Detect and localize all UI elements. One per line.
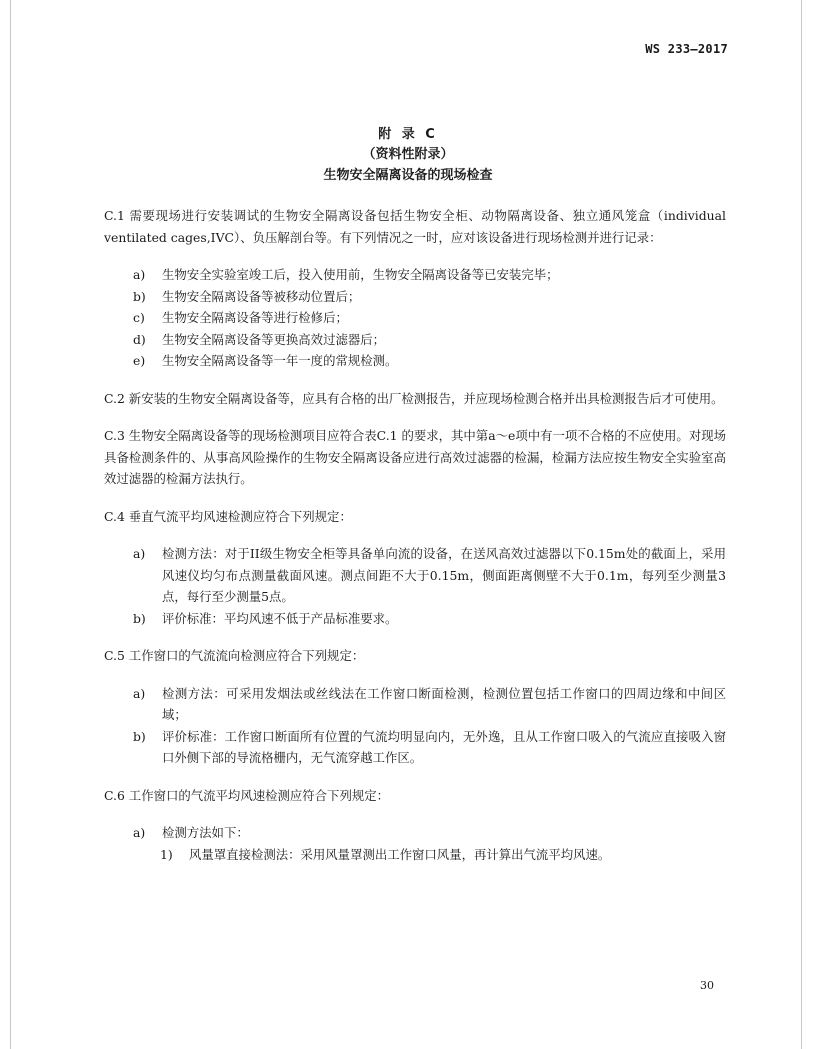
list-item-text: 评价标准：平均风速不低于产品标准要求。 [162, 610, 398, 626]
list-item [104, 683, 726, 726]
list-marker: d) [133, 331, 146, 347]
clause-c6: C.6 工作窗口的气流平均风速检测应符合下列规定： [104, 787, 390, 803]
c6-list [104, 822, 726, 865]
list-item [104, 822, 726, 844]
appendix-label: 附 录 C [378, 127, 438, 142]
list-item-text: 检测方法：可采用发烟法或丝线法在工作窗口断面检测，检测位置包括工作窗口的四周边缘和中间区域； [162, 685, 726, 722]
clause-c4: C.4 垂直气流平均风速检测应符合下列规定： [104, 508, 352, 524]
list-item-text: 评价标准：工作窗口断面所有位置的气流均明显向内，无外逸，且从工作窗口吸入的气流应直接吸入窗口外侧下部的导流格栅内，无气流穿越工作区。 [162, 728, 726, 765]
list-marker: b) [133, 610, 146, 626]
list-item [104, 329, 726, 351]
sub-list-item-text: 风量罩直接检测法：采用风量罩测出工作窗口风量，再计算出气流平均风速。 [189, 846, 611, 862]
list-item-text: 生物安全隔离设备等更换高效过滤器后； [162, 331, 386, 347]
c5-list [104, 683, 726, 769]
list-item [104, 726, 726, 769]
list-item-text: 生物安全隔离设备等被移动位置后； [162, 288, 361, 304]
list-marker: a) [133, 267, 146, 282]
body-content [104, 205, 726, 865]
standard-code: WS 233—2017 [645, 42, 728, 56]
list-marker: b) [133, 288, 146, 304]
list-marker: c) [133, 310, 145, 325]
list-item-text: 生物安全实验室竣工后，投入使用前，生物安全隔离设备等已安装完毕； [162, 267, 559, 282]
list-item-text: 检测方法如下： [162, 825, 249, 840]
list-item [104, 350, 726, 372]
list-item [104, 543, 726, 608]
list-marker: a) [133, 685, 146, 701]
list-item [104, 264, 726, 286]
list-marker: a) [133, 546, 146, 561]
list-item [104, 608, 726, 630]
list-item-text: 生物安全隔离设备等一年一度的常规检测。 [162, 353, 398, 368]
list-item [104, 307, 726, 329]
sub-list-marker: 1) [160, 846, 173, 862]
appendix-type: （资料性附录） [362, 147, 454, 162]
list-item [104, 286, 726, 308]
page-number: 30 [700, 979, 714, 992]
clause-c3: C.3 生物安全隔离设备等的现场检测项目应符合表C.1 的要求，其中第a～e项中有一项不合格的不应使用。对现场具备检测条件的、从事高风险操作的生物安全隔离设备应进行高效过滤器的检漏，检漏方法应按生物安全实验室高效过滤器的检漏方法执行。 [104, 428, 726, 486]
clause-c5: C.5 工作窗口的气流流向检测应符合下列规定： [104, 648, 365, 663]
list-marker: a) [133, 825, 146, 840]
list-marker: e) [133, 353, 146, 368]
clause-c2: C.2 新安装的生物安全隔离设备等，应具有合格的出厂检测报告，并应现场检测合格并出具检测报告后才可使用。 [104, 390, 724, 406]
c1-list [104, 264, 726, 372]
list-marker: b) [133, 728, 146, 744]
list-item-text: 检测方法：对于II级生物安全柜等具备单向流的设备，在送风高效过滤器以下0.15m处的截面上，采用风速仪均匀布点测量截面风速。测点间距不大于0.15m，侧面距离侧壁不大于0.1m，每列至少测量3点，每行至少测量5点。 [162, 546, 726, 604]
sub-list-item [104, 844, 726, 866]
list-item-text: 生物安全隔离设备等进行检修后； [162, 310, 348, 325]
appendix-title: 生物安全隔离设备的现场检查 [323, 168, 493, 183]
clause-c1: C.1 需要现场进行安装调试的生物安全隔离设备包括生物安全柜、动物隔离设备、独立通风笼盒（individual ventilated cages,IVC）、负压解剖台等。有下列情况之一时，应对该设备进行现场检测并进行记录： [104, 208, 726, 245]
c4-list [104, 543, 726, 629]
